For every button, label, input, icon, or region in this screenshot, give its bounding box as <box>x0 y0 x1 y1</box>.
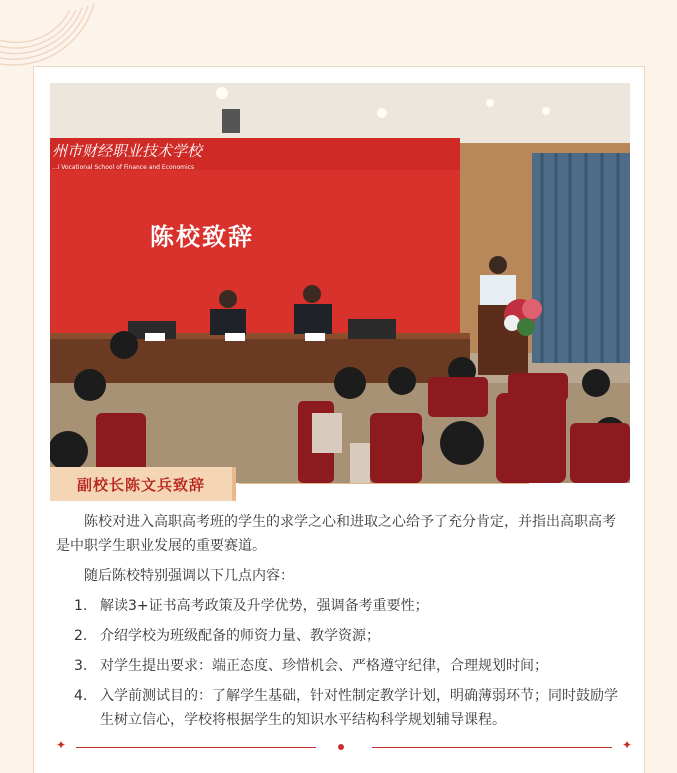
divider-dot <box>338 744 344 750</box>
star-right-icon: ✦ <box>621 738 632 752</box>
list-item <box>56 594 628 618</box>
event-photo[interactable] <box>50 83 630 483</box>
photo-caption: 副校长陈文兵致辞 <box>76 475 205 494</box>
article-body <box>56 510 628 738</box>
banner-school-en: ...i Vocational School of Finance and Economics <box>52 164 195 171</box>
screen-title: 陈校致辞 <box>150 222 254 251</box>
star-left-icon: ✦ <box>56 738 67 752</box>
list-text: 入学前测试目的：了解学生基础，针对性制定教学计划，明确薄弱环节；同时鼓励学生树立信心，学校将根据学生的知识水平结构科学规划辅导课程。 <box>100 688 618 728</box>
list-text: 对学生提出要求：端正态度、珍惜机会、严格遵守纪律，合理规划时间； <box>100 658 548 674</box>
divider-line-left <box>76 747 316 748</box>
list-number: 1. <box>74 598 88 614</box>
divider-line-right <box>372 747 612 748</box>
list-number: 2. <box>74 628 88 644</box>
key-points-list <box>56 594 628 732</box>
list-item <box>56 684 628 732</box>
list-number: 3. <box>74 658 88 674</box>
decorative-arcs <box>0 0 120 70</box>
list-item <box>56 624 628 648</box>
list-text: 解读3+证书高考政策及升学优势，强调备考重要性； <box>100 598 429 614</box>
list-text: 介绍学校为班级配备的师资力量、教学资源； <box>100 628 380 644</box>
article-card <box>33 66 645 773</box>
paragraph-1: 陈校对进入高职高考班的学生的求学之心和进取之心给予了充分肯定，并指出高职高考是中职学生职业发展的重要赛道。 <box>56 514 616 554</box>
list-number: 4. <box>74 688 88 704</box>
caption-tab <box>50 467 236 501</box>
paragraph-2: 随后陈校特别强调以下几点内容： <box>84 568 294 584</box>
caption-line <box>239 483 529 484</box>
list-item <box>56 654 628 678</box>
banner-school-cn: 州市财经职业技术学校 <box>52 142 203 160</box>
section-divider <box>56 740 632 754</box>
